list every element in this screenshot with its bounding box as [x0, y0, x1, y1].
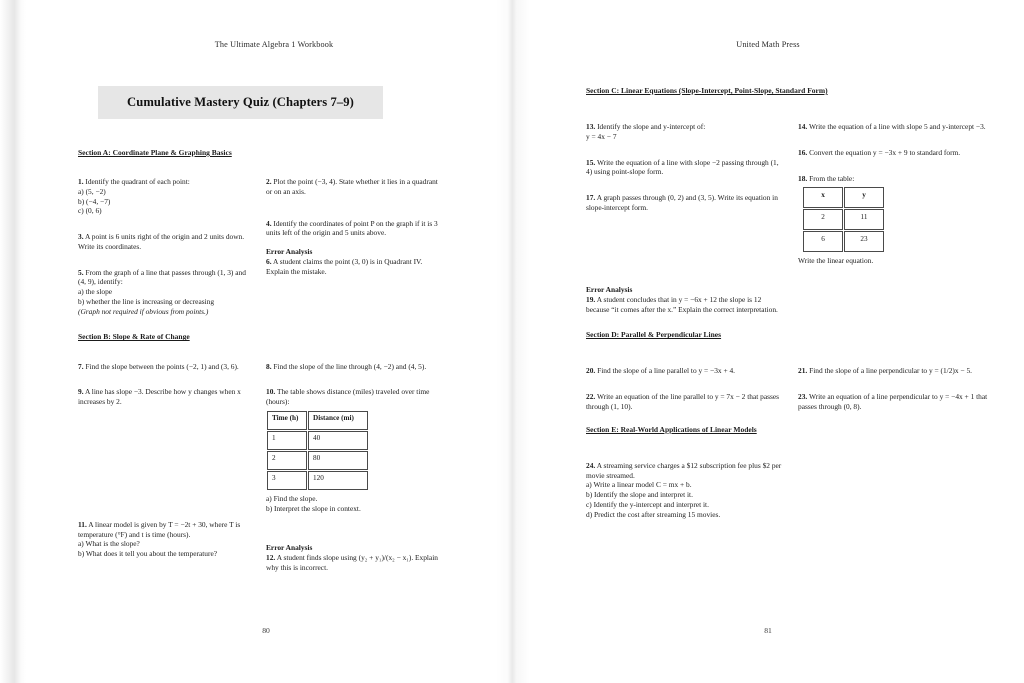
cell-distance-2: 80	[308, 451, 368, 470]
section-b-columns	[78, 362, 440, 582]
quiz-title: Cumulative Mastery Quiz (Chapters 7–9)	[127, 95, 354, 109]
question-24b: b) Identify the slope and interpret it.	[586, 490, 693, 500]
right-page-number: 81	[764, 626, 772, 635]
question-19: 19. A student concludes that in y = −6x + 12 the slope is 12 because “it comes after the x.” Explain the correct interpretation.	[586, 294, 778, 314]
cell-y-2: 23	[844, 231, 884, 252]
question-6: 6. A student claims the point (3, 0) is in Quadrant IV. Explain the mistake.	[266, 256, 423, 276]
error-analysis-heading-b: Error Analysis	[266, 543, 313, 553]
cell-time-3: 3	[267, 471, 307, 490]
right-page-content	[586, 86, 996, 528]
question-8: 8. Find the slope of the line through (4, −2) and (4, 5).	[266, 361, 427, 371]
question-24a: a) Write a linear model C = mx + b.	[586, 480, 692, 490]
cell-distance-1: 40	[308, 431, 368, 450]
section-c-columns	[586, 122, 996, 275]
question-15: 15. Write the equation of a line with slope −2 passing through (1, 4) using point-slope form.	[586, 157, 779, 177]
error-analysis-block-c	[586, 285, 784, 314]
right-page	[512, 0, 1024, 683]
table-row	[803, 209, 884, 230]
question-24d: d) Predict the cost after streaming 15 movies.	[586, 509, 721, 519]
cell-x-1: 2	[803, 209, 843, 230]
section-d-col-left	[586, 366, 784, 420]
section-b-col-right	[266, 362, 440, 582]
question-11a: a) What is the slope?	[78, 539, 140, 549]
question-18-caption: Write the linear equation.	[798, 256, 874, 266]
question-20: 20. Find the slope of a line parallel to y = −3x + 4.	[586, 366, 736, 376]
question-13-equation: y = 4x − 7	[586, 131, 617, 141]
question-24c: c) Identify the y-intercept and interpret it.	[586, 499, 709, 509]
table-row	[267, 451, 368, 470]
question-11	[78, 520, 252, 559]
section-d-columns	[586, 366, 996, 420]
section-c-heading: Section C: Linear Equations (Slope-Intercept, Point-Slope, Standard Form)	[586, 86, 828, 95]
table-row	[267, 431, 368, 450]
question-22: 22. Write an equation of the line parallel to y = 7x − 2 that passes through (1, 10).	[586, 392, 780, 411]
question-5b: b) whether the line is increasing or decreasing	[78, 296, 215, 306]
question-7: 7. Find the slope between the points (−2, 1) and (3, 6).	[78, 361, 239, 371]
question-1b: b) (−4, −7)	[78, 196, 111, 206]
table-header-distance: Distance (mi)	[308, 411, 368, 430]
left-page-content	[78, 148, 440, 582]
right-running-head: United Math Press	[736, 40, 800, 49]
section-d-col-right	[798, 366, 996, 420]
question-23: 23. Write an equation of a line perpendicular to y = −4x + 1 that passes through (0, 8).	[798, 392, 988, 411]
distance-time-table	[266, 410, 369, 491]
section-a-col-left	[78, 177, 252, 325]
question-10: 10. The table shows distance (miles) traveled over time (hours):	[266, 387, 430, 407]
question-13-text: 13. Identify the slope and y-intercept of:	[586, 122, 706, 132]
question-13	[586, 122, 784, 142]
section-e-questions	[586, 461, 784, 520]
section-c-col-right	[798, 122, 996, 275]
section-a-col-right	[266, 177, 440, 325]
section-c-col-left	[586, 122, 784, 275]
error-analysis-heading-a: Error Analysis	[266, 247, 313, 257]
question-14: 14. Write the equation of a line with slope 5 and y-intercept −3.	[798, 122, 986, 132]
question-10a: a) Find the slope.	[266, 493, 318, 503]
question-2: 2. Plot the point (−3, 4). State whether it lies in a quadrant or on an axis.	[266, 177, 438, 196]
cell-y-1: 11	[844, 209, 884, 230]
question-18: 18. From the table:	[798, 173, 855, 183]
table-header-row	[803, 187, 884, 208]
question-3: 3. A point is 6 units right of the origin and 2 units down. Write its coordinates.	[78, 232, 245, 251]
question-1c: c) (0, 6)	[78, 206, 102, 216]
section-d-heading: Section D: Parallel & Perpendicular Lines	[586, 330, 722, 340]
question-1-text: 1. Identify the quadrant of each point:	[78, 177, 190, 187]
cell-time-1: 1	[267, 431, 307, 450]
question-9: 9. A line has slope −3. Describe how y changes when x increases by 2.	[78, 387, 241, 407]
error-analysis-heading-c: Error Analysis	[586, 285, 633, 295]
question-5-note: (Graph not required if obvious from points.)	[78, 306, 209, 316]
section-a-heading: Section A: Coordinate Plane & Graphing Basics	[78, 148, 232, 157]
question-10b: b) Interpret the slope in context.	[266, 503, 361, 513]
section-a-columns	[78, 177, 440, 325]
question-21: 21. Find the slope of a line perpendicular to y = (1/2)x − 5.	[798, 366, 972, 376]
question-11b: b) What does it tell you about the temperature?	[78, 549, 218, 559]
question-16: 16. Convert the equation y = −3x + 9 to standard form.	[798, 147, 961, 157]
left-running-head: The Ultimate Algebra 1 Workbook	[214, 40, 334, 49]
question-24	[586, 461, 784, 520]
cell-x-2: 6	[803, 231, 843, 252]
question-5	[78, 268, 252, 317]
question-24-text: 24. A streaming service charges a $12 subscription fee plus $2 per movie streamed.	[586, 460, 782, 480]
question-4: 4. Identify the coordinates of point P on the graph if it is 3 units left of the origin and 5 units above.	[266, 218, 438, 238]
cell-time-2: 2	[267, 451, 307, 470]
section-b-col-left	[78, 362, 252, 582]
table-header-y: y	[844, 187, 884, 208]
question-1a: a) (5, −2)	[78, 186, 106, 196]
cell-distance-3: 120	[308, 471, 368, 490]
table-header-x: x	[803, 187, 843, 208]
question-5a: a) the slope	[78, 287, 113, 297]
table-row	[267, 471, 368, 490]
xy-table	[802, 186, 885, 253]
question-17: 17. A graph passes through (0, 2) and (3, 5). Write its equation in slope-intercept form.	[586, 193, 778, 212]
question-1	[78, 177, 252, 216]
table-header-row	[267, 411, 368, 430]
table-row	[803, 231, 884, 252]
table-header-time: Time (h)	[267, 411, 307, 430]
left-page-number: 80	[262, 626, 270, 635]
question-5-text: 5. From the graph of a line that passes through (1, 3) and (4, 9), identify:	[78, 267, 246, 287]
question-11-text: 11. A linear model is given by T = −2t + 30, where T is temperature (°F) and t is time (hours).	[78, 519, 241, 539]
quiz-title-banner	[98, 86, 383, 119]
section-b-heading: Section B: Slope & Rate of Change	[78, 332, 190, 342]
question-12: 12. A student finds slope using (y₂ + y₁)/(x₂ − x₁). Explain why this is incorrect.	[266, 553, 438, 572]
section-e-heading: Section E: Real-World Applications of Linear Models	[586, 424, 757, 434]
